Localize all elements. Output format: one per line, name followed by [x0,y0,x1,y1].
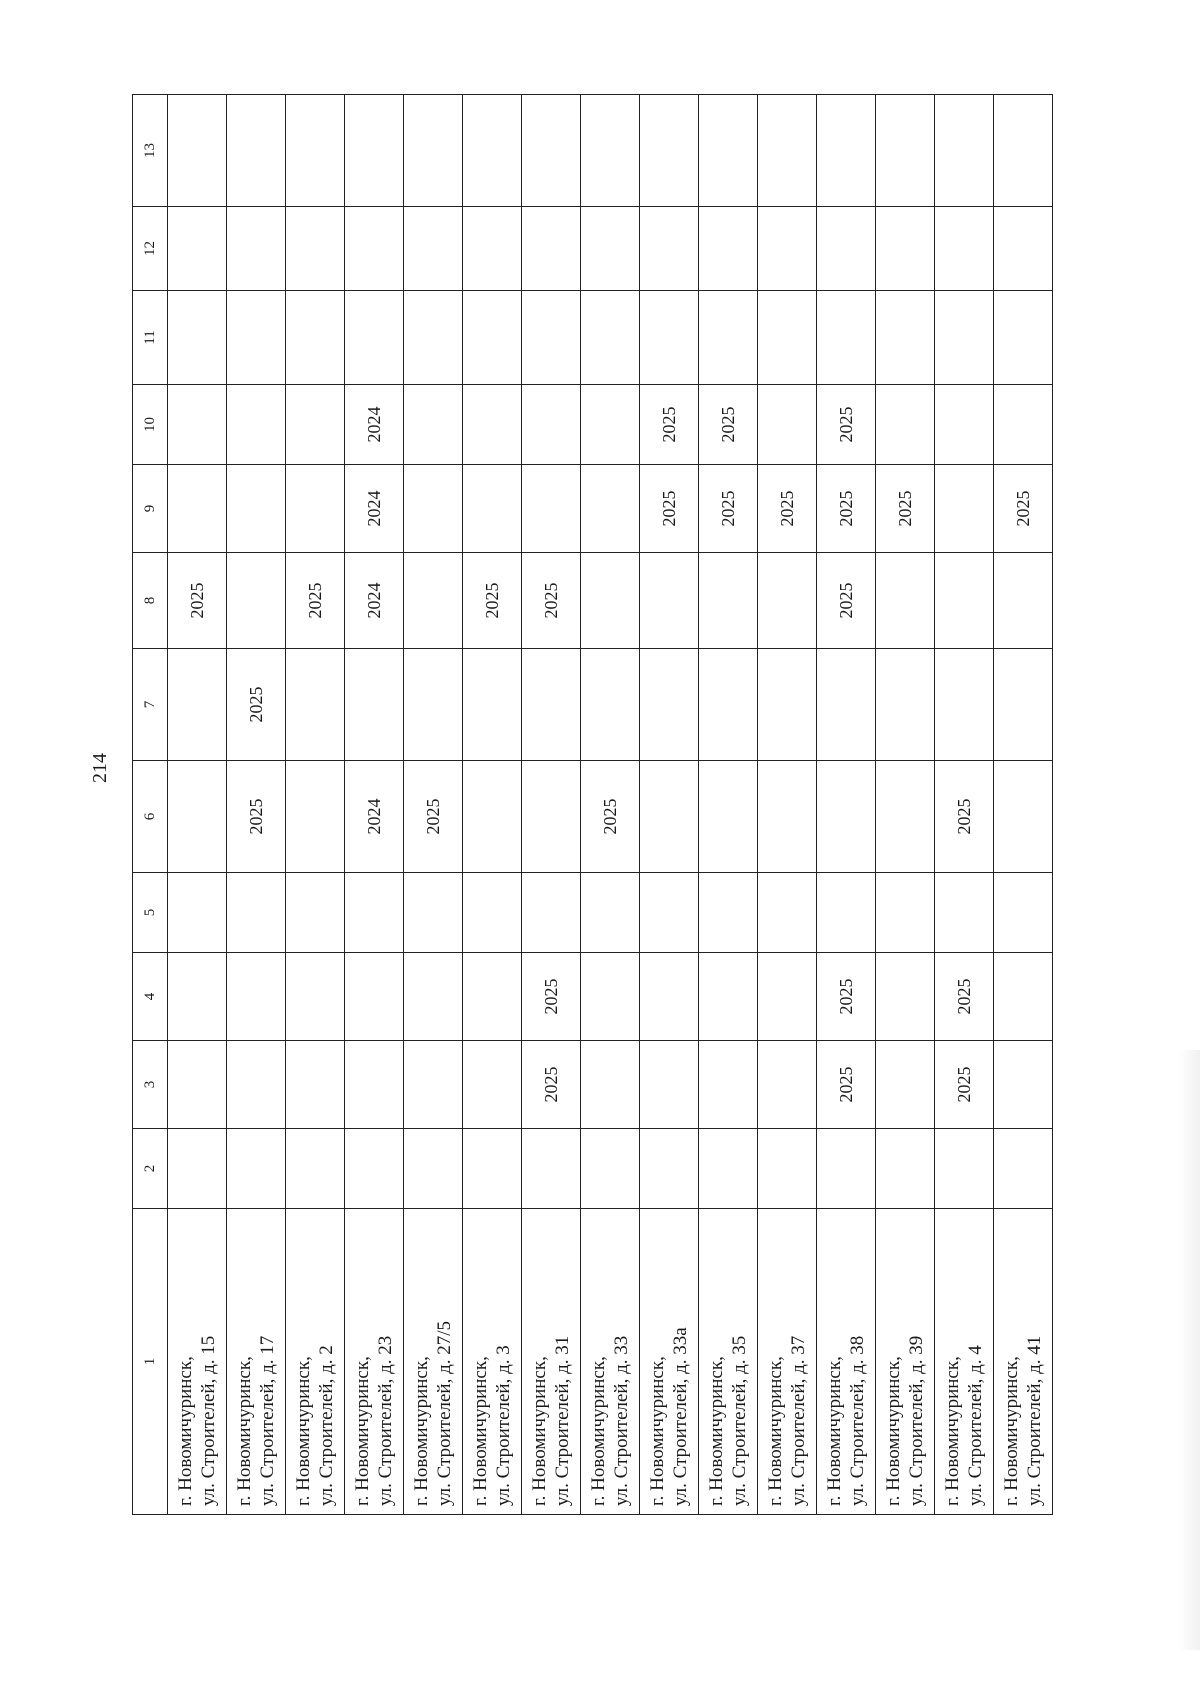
year-cell-3 [345,1041,404,1129]
table-row [522,95,581,1515]
year-cell-5 [463,873,522,953]
year-cell-3 [404,1041,463,1129]
year-cell-5 [758,873,817,953]
year-cell-12 [168,207,227,291]
year-cell-8 [699,553,758,649]
year-cell-10 [168,385,227,465]
year-cell-6 [758,761,817,873]
address-city: г. Новомичуринск, [942,1356,963,1506]
column-header-12: 12 [133,207,168,291]
year-cell-10 [227,385,286,465]
year-cell-8: 2025 [286,553,345,649]
year-cell-3 [463,1041,522,1129]
year-cell-6: 2025 [581,761,640,873]
year-cell-11 [817,291,876,385]
year-cell-9 [286,465,345,553]
year-cell-12 [463,207,522,291]
year-cell-8: 2025 [522,553,581,649]
year-cell-11 [404,291,463,385]
year-cell-5 [935,873,994,953]
address-street: ул. Строителей, д. 35 [729,1335,750,1506]
year-cell-7 [168,649,227,761]
year-cell-6: 2024 [345,761,404,873]
year-cell-8 [876,553,935,649]
table-row [404,95,463,1515]
year-cell-9: 2025 [876,465,935,553]
year-cell-2 [227,1129,286,1209]
year-cell-9 [935,465,994,553]
year-cell-5 [522,873,581,953]
column-header-2: 2 [133,1129,168,1209]
year-cell-4 [345,953,404,1041]
year-cell-3: 2025 [935,1041,994,1129]
year-cell-13 [168,95,227,207]
table-row [581,95,640,1515]
address-city: г. Новомичуринск, [470,1356,491,1506]
year-cell-4 [463,953,522,1041]
year-cell-9: 2025 [758,465,817,553]
year-cell-10 [581,385,640,465]
year-cell-10: 2025 [640,385,699,465]
column-header-6: 6 [133,761,168,873]
address-street: ул. Строителей, д. 3 [493,1345,514,1506]
year-cell-13 [345,95,404,207]
year-cell-10: 2025 [817,385,876,465]
address-cell [817,1209,876,1515]
year-cell-10 [758,385,817,465]
year-cell-3 [699,1041,758,1129]
year-cell-3 [286,1041,345,1129]
year-cell-9 [227,465,286,553]
year-cell-5 [699,873,758,953]
year-cell-9 [463,465,522,553]
year-cell-9: 2024 [345,465,404,553]
address-cell [699,1209,758,1515]
year-cell-13 [935,95,994,207]
column-header-9: 9 [133,465,168,553]
column-header-1: 1 [133,1209,168,1515]
year-cell-7 [581,649,640,761]
address-city: г. Новомичуринск, [647,1356,668,1506]
year-cell-2 [522,1129,581,1209]
address-city: г. Новомичуринск, [293,1356,314,1506]
year-cell-8: 2025 [817,553,876,649]
year-cell-4 [581,953,640,1041]
scan-edge-shadow [1178,1050,1200,1650]
table-body [168,95,1053,1515]
year-cell-9: 2025 [817,465,876,553]
table-row [227,95,286,1515]
year-cell-4 [699,953,758,1041]
year-cell-12 [876,207,935,291]
year-cell-4 [758,953,817,1041]
address-cell [286,1209,345,1515]
year-cell-6: 2025 [404,761,463,873]
year-cell-13 [876,95,935,207]
column-header-4: 4 [133,953,168,1041]
address-city: г. Новомичуринск, [529,1356,550,1506]
year-cell-4: 2025 [522,953,581,1041]
year-cell-12 [522,207,581,291]
year-cell-8 [758,553,817,649]
address-street: ул. Строителей, д. 31 [552,1335,573,1506]
year-cell-13 [817,95,876,207]
year-cell-2 [935,1129,994,1209]
address-city: г. Новомичуринск, [1001,1356,1022,1506]
table-row [168,95,227,1515]
year-cell-3 [758,1041,817,1129]
year-cell-5 [345,873,404,953]
year-cell-11 [286,291,345,385]
year-cell-12 [817,207,876,291]
year-cell-13 [699,95,758,207]
address-street: ул. Строителей, д. 2 [316,1345,337,1506]
year-cell-5 [581,873,640,953]
column-header-13: 13 [133,95,168,207]
year-cell-5 [817,873,876,953]
year-cell-7 [463,649,522,761]
year-cell-7 [994,649,1053,761]
year-cell-9: 2025 [640,465,699,553]
year-cell-7 [935,649,994,761]
year-cell-8 [581,553,640,649]
address-cell [994,1209,1053,1515]
year-cell-2 [581,1129,640,1209]
year-cell-6 [286,761,345,873]
year-cell-11 [876,291,935,385]
address-street: ул. Строителей, д. 39 [906,1335,927,1506]
column-header-10: 10 [133,385,168,465]
year-cell-11 [522,291,581,385]
year-cell-5 [168,873,227,953]
year-cell-12 [699,207,758,291]
year-cell-3 [876,1041,935,1129]
year-cell-8: 2024 [345,553,404,649]
table-row [345,95,404,1515]
address-cell [168,1209,227,1515]
table-header [133,95,168,1515]
address-cell [463,1209,522,1515]
year-cell-5 [994,873,1053,953]
year-cell-12 [227,207,286,291]
year-cell-2 [876,1129,935,1209]
schedule-table [132,94,1053,1515]
year-cell-2 [699,1129,758,1209]
year-cell-10 [935,385,994,465]
year-cell-12 [404,207,463,291]
column-header-3: 3 [133,1041,168,1129]
year-cell-13 [227,95,286,207]
year-cell-11 [640,291,699,385]
address-cell [876,1209,935,1515]
year-cell-6 [522,761,581,873]
year-cell-5 [404,873,463,953]
header-row [133,95,168,1515]
year-cell-11 [994,291,1053,385]
year-cell-11 [345,291,404,385]
address-street: ул. Строителей, д. 4 [965,1345,986,1506]
year-cell-4 [640,953,699,1041]
year-cell-3 [994,1041,1053,1129]
year-cell-13 [522,95,581,207]
year-cell-10 [463,385,522,465]
year-cell-13 [640,95,699,207]
schedule-table-rotated [132,115,1048,1515]
year-cell-8: 2025 [463,553,522,649]
year-cell-3: 2025 [522,1041,581,1129]
table-row [817,95,876,1515]
year-cell-13 [758,95,817,207]
year-cell-4: 2025 [817,953,876,1041]
column-header-8: 8 [133,553,168,649]
year-cell-2 [404,1129,463,1209]
year-cell-9 [522,465,581,553]
address-city: г. Новомичуринск, [234,1356,255,1506]
year-cell-2 [758,1129,817,1209]
year-cell-10 [994,385,1053,465]
year-cell-11 [935,291,994,385]
year-cell-9 [581,465,640,553]
year-cell-12 [994,207,1053,291]
year-cell-12 [758,207,817,291]
table-row [758,95,817,1515]
table-row [876,95,935,1515]
year-cell-2 [994,1129,1053,1209]
year-cell-8 [994,553,1053,649]
year-cell-11 [168,291,227,385]
year-cell-10 [876,385,935,465]
column-header-5: 5 [133,873,168,953]
year-cell-8 [935,553,994,649]
year-cell-6: 2025 [227,761,286,873]
address-street: ул. Строителей, д. 17 [257,1335,278,1506]
year-cell-3 [581,1041,640,1129]
year-cell-4 [227,953,286,1041]
year-cell-10: 2025 [699,385,758,465]
address-cell [640,1209,699,1515]
year-cell-3: 2025 [817,1041,876,1129]
address-city: г. Новомичуринск, [883,1356,904,1506]
year-cell-11 [463,291,522,385]
year-cell-7 [522,649,581,761]
year-cell-4: 2025 [935,953,994,1041]
year-cell-4 [168,953,227,1041]
year-cell-6 [463,761,522,873]
year-cell-6 [817,761,876,873]
address-street: ул. Строителей, д. 41 [1024,1335,1045,1506]
table-row [463,95,522,1515]
address-street: ул. Строителей, д. 33 [611,1335,632,1506]
year-cell-7 [817,649,876,761]
address-cell [227,1209,286,1515]
year-cell-8 [227,553,286,649]
table-row [286,95,345,1515]
address-street: ул. Строителей, д. 15 [198,1335,219,1506]
year-cell-7 [758,649,817,761]
year-cell-11 [699,291,758,385]
year-cell-5 [286,873,345,953]
column-header-11: 11 [133,291,168,385]
year-cell-13 [994,95,1053,207]
year-cell-13 [581,95,640,207]
address-city: г. Новомичуринск, [824,1356,845,1506]
year-cell-4 [994,953,1053,1041]
year-cell-2 [345,1129,404,1209]
year-cell-4 [286,953,345,1041]
year-cell-7 [876,649,935,761]
year-cell-13 [463,95,522,207]
year-cell-8 [640,553,699,649]
year-cell-6 [168,761,227,873]
address-cell [404,1209,463,1515]
year-cell-2 [286,1129,345,1209]
year-cell-7 [640,649,699,761]
year-cell-2 [817,1129,876,1209]
year-cell-9 [168,465,227,553]
year-cell-11 [227,291,286,385]
year-cell-9 [404,465,463,553]
year-cell-5 [876,873,935,953]
year-cell-6: 2025 [935,761,994,873]
address-city: г. Новомичуринск, [352,1356,373,1506]
year-cell-13 [286,95,345,207]
year-cell-4 [876,953,935,1041]
table-row [640,95,699,1515]
year-cell-2 [640,1129,699,1209]
address-city: г. Новомичуринск, [175,1356,196,1506]
year-cell-2 [168,1129,227,1209]
year-cell-5 [640,873,699,953]
table-row [699,95,758,1515]
column-header-7: 7 [133,649,168,761]
year-cell-13 [404,95,463,207]
year-cell-3 [168,1041,227,1129]
address-cell [345,1209,404,1515]
address-street: ул. Строителей, д. 23 [375,1335,396,1506]
year-cell-4 [404,953,463,1041]
year-cell-10 [286,385,345,465]
year-cell-6 [876,761,935,873]
year-cell-9: 2025 [699,465,758,553]
address-cell [522,1209,581,1515]
year-cell-6 [640,761,699,873]
address-street: ул. Строителей, д. 37 [788,1335,809,1506]
year-cell-7: 2025 [227,649,286,761]
year-cell-6 [699,761,758,873]
address-cell [758,1209,817,1515]
year-cell-10 [522,385,581,465]
year-cell-12 [581,207,640,291]
address-city: г. Новомичуринск, [588,1356,609,1506]
year-cell-3 [640,1041,699,1129]
address-street: ул. Строителей, д. 33а [670,1327,691,1506]
year-cell-6 [994,761,1053,873]
year-cell-5 [227,873,286,953]
year-cell-10 [404,385,463,465]
year-cell-12 [286,207,345,291]
address-cell [935,1209,994,1515]
year-cell-11 [581,291,640,385]
year-cell-8: 2025 [168,553,227,649]
year-cell-7 [404,649,463,761]
year-cell-12 [935,207,994,291]
year-cell-7 [345,649,404,761]
year-cell-3 [227,1041,286,1129]
table-row [994,95,1053,1515]
table-row [935,95,994,1515]
year-cell-12 [640,207,699,291]
address-city: г. Новомичуринск, [411,1356,432,1506]
address-city: г. Новомичуринск, [706,1356,727,1506]
year-cell-9: 2025 [994,465,1053,553]
year-cell-12 [345,207,404,291]
address-street: ул. Строителей, д. 27/5 [434,1320,455,1506]
year-cell-7 [286,649,345,761]
year-cell-7 [699,649,758,761]
page-number: 214 [89,753,111,783]
year-cell-11 [758,291,817,385]
address-city: г. Новомичуринск, [765,1356,786,1506]
address-street: ул. Строителей, д. 38 [847,1335,868,1506]
year-cell-8 [404,553,463,649]
address-cell [581,1209,640,1515]
year-cell-2 [463,1129,522,1209]
year-cell-10: 2024 [345,385,404,465]
